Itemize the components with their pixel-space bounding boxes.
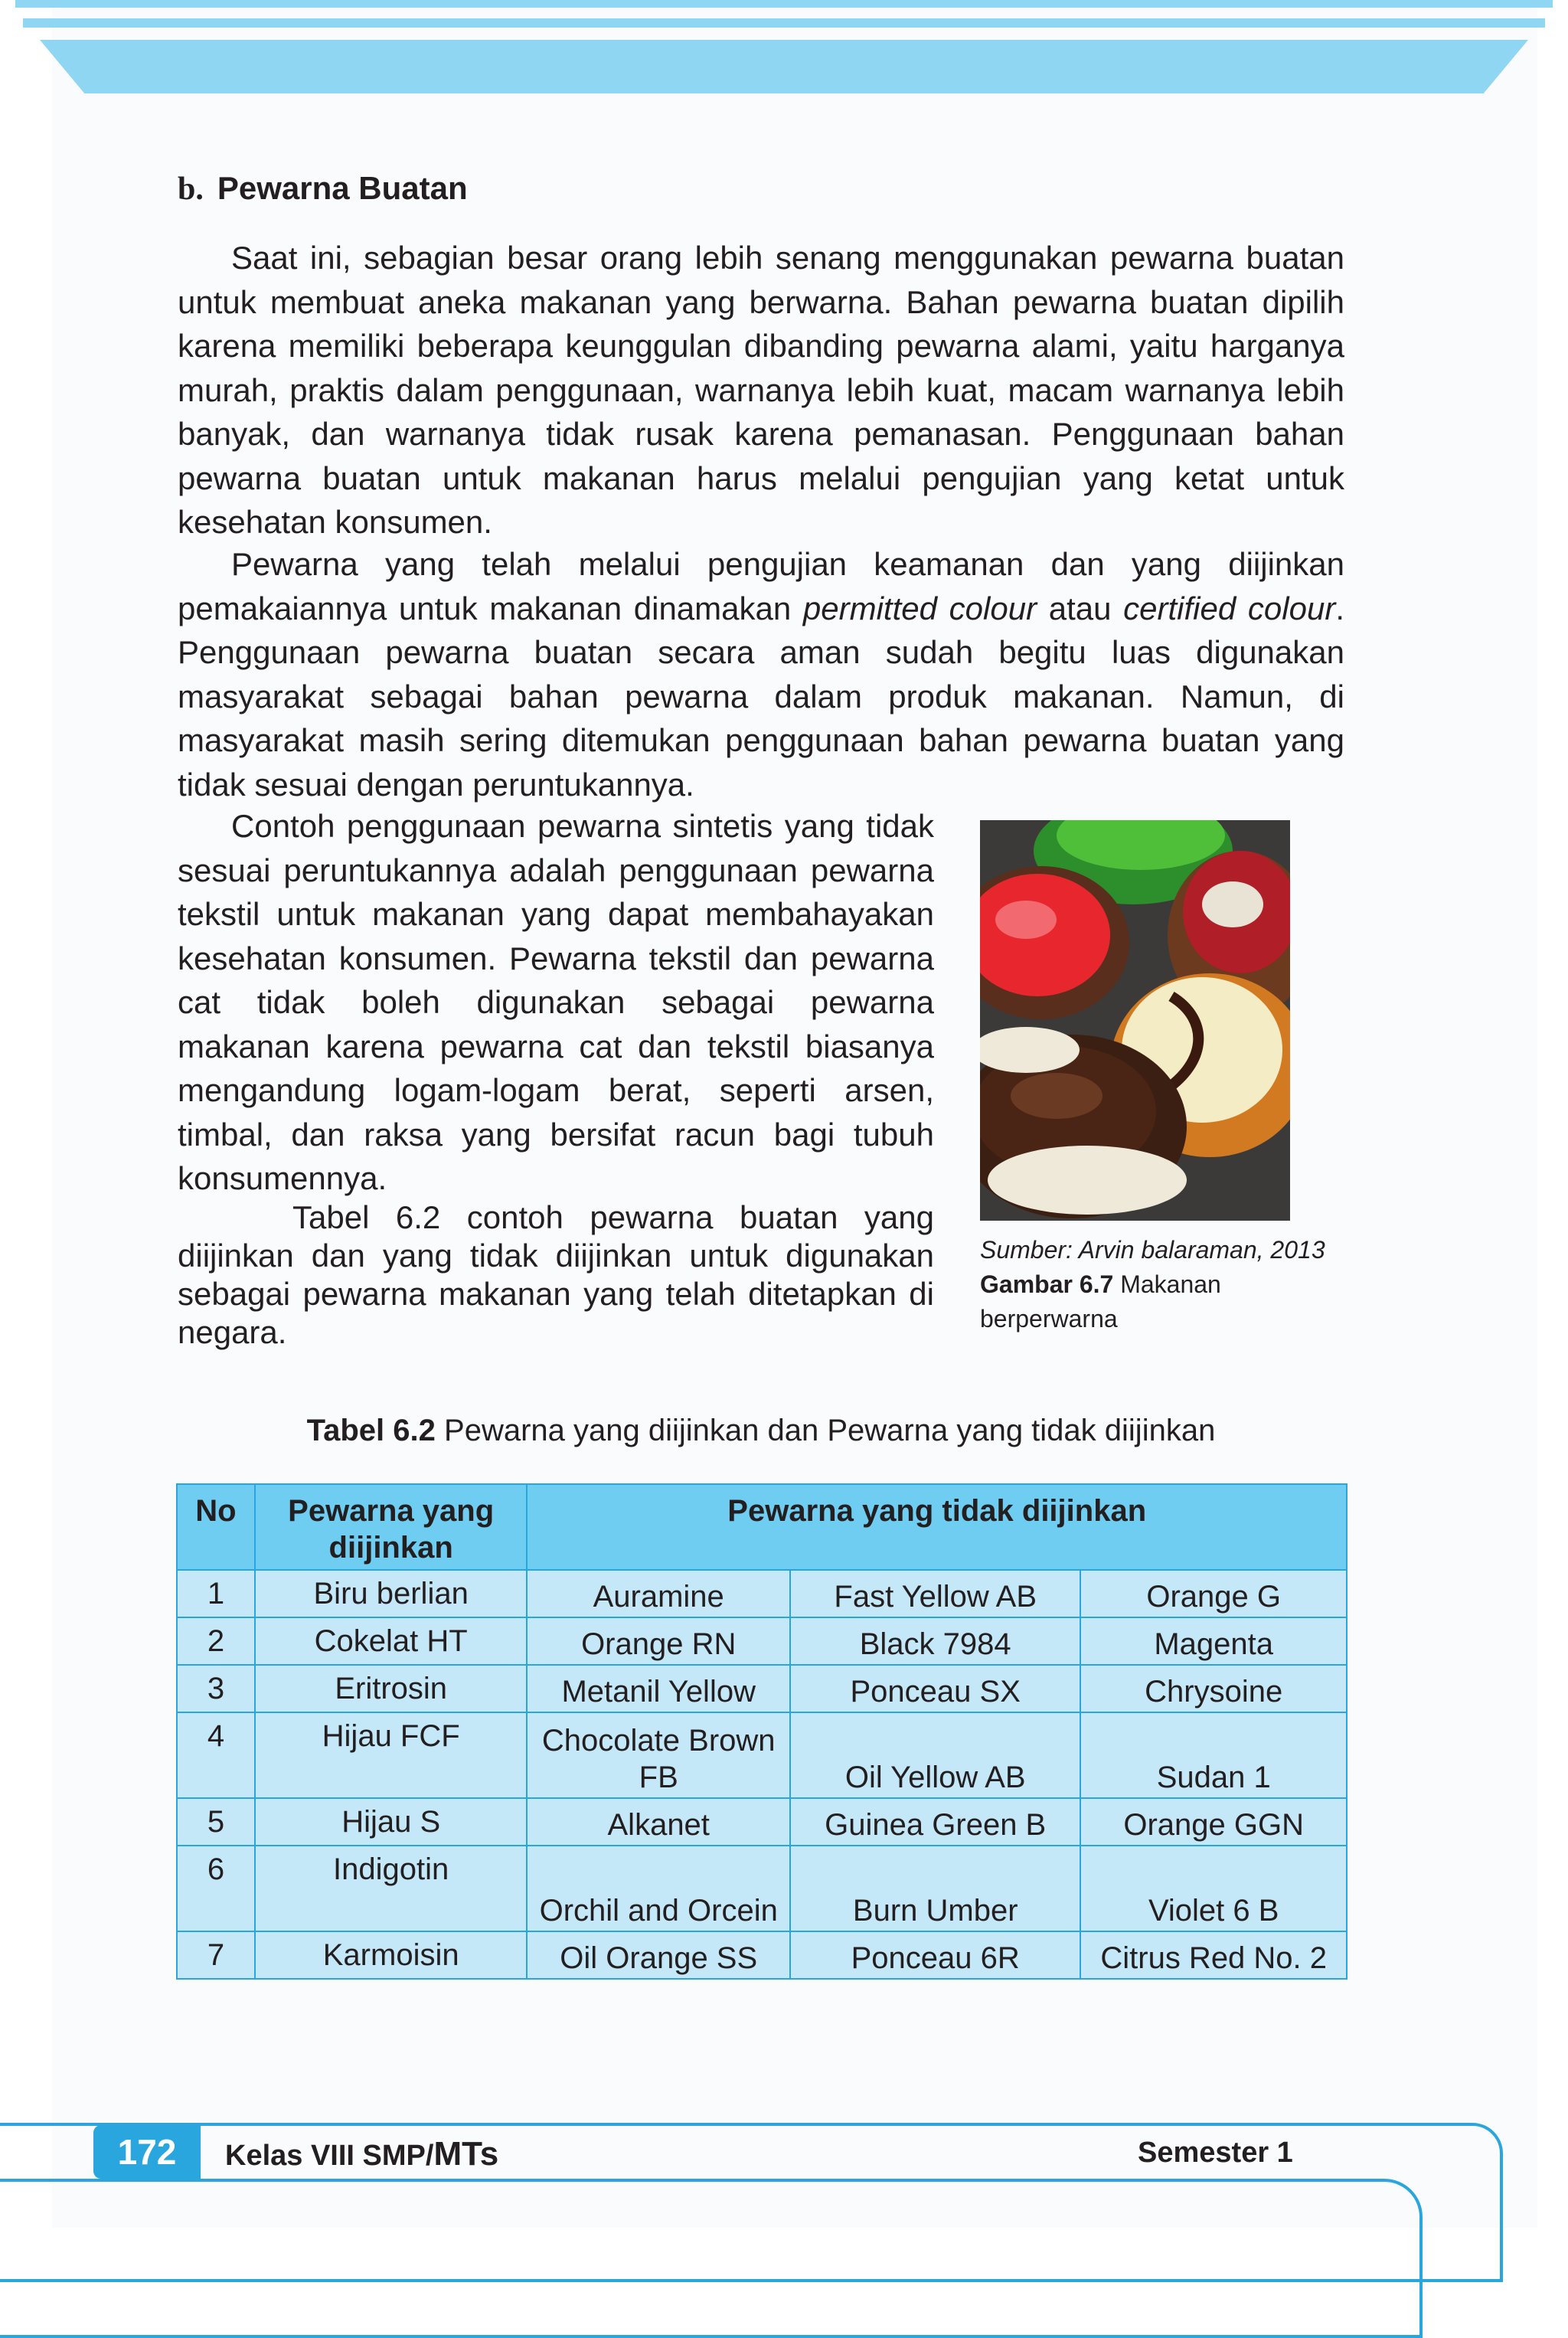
paragraph <box>178 236 1344 544</box>
cell-not-allowed: Black 7984 <box>790 1617 1080 1665</box>
colored-cakes-image <box>980 820 1290 1221</box>
cell-allowed: Biru berlian <box>255 1570 528 1617</box>
cell-not-allowed: Orange G <box>1080 1570 1347 1617</box>
table-row <box>177 1846 1347 1931</box>
table-row <box>177 1798 1347 1846</box>
cell-not-allowed: Ponceau 6R <box>790 1931 1080 1979</box>
cell-no: 5 <box>177 1798 255 1846</box>
dye-table <box>176 1483 1348 1980</box>
cell-not-allowed: Alkanet <box>527 1798 790 1846</box>
table-row <box>177 1617 1347 1665</box>
paragraph-text: Tabel 6.2 contoh pewarna buatan yang diijinkan dan yang tidak diijinkan untuk digunakan sebagai pewarna makanan yang telah ditetapkan di negara. <box>178 1199 934 1350</box>
cell-not-allowed: Orange GGN <box>1080 1798 1347 1846</box>
table-row <box>177 1931 1347 1979</box>
table-row <box>177 1570 1347 1617</box>
cell-not-allowed: Chrysoine <box>1080 1665 1347 1712</box>
cell-no: 4 <box>177 1712 255 1798</box>
header-allowed: Pewarna yang diijinkan <box>255 1484 528 1570</box>
header-no: No <box>177 1484 255 1570</box>
cell-not-allowed: Sudan 1 <box>1080 1712 1347 1798</box>
cell-not-allowed: Metanil Yellow <box>527 1665 790 1712</box>
cell-not-allowed: Orchil and Orcein <box>527 1846 790 1931</box>
cell-no: 1 <box>177 1570 255 1617</box>
paragraph-text: atau <box>1037 590 1124 626</box>
cell-not-allowed: Violet 6 B <box>1080 1846 1347 1931</box>
cell-not-allowed: Orange RN <box>527 1617 790 1665</box>
term-italic: certified colour <box>1123 590 1336 626</box>
cell-not-allowed: Auramine <box>527 1570 790 1617</box>
footer-class-label <box>225 2135 498 2173</box>
cell-no: 6 <box>177 1846 255 1931</box>
table-header-row <box>177 1484 1347 1570</box>
cell-not-allowed: Magenta <box>1080 1617 1347 1665</box>
table-title <box>178 1414 1344 1448</box>
table-row <box>177 1665 1347 1712</box>
cell-not-allowed: Ponceau SX <box>790 1665 1080 1712</box>
page-number: 172 <box>93 2125 201 2179</box>
header-band <box>40 40 1528 93</box>
figure-caption <box>980 1233 1363 1336</box>
section-heading <box>178 170 468 208</box>
cell-allowed: Karmoisin <box>255 1931 528 1979</box>
term-italic: permitted colour <box>802 590 1037 626</box>
cell-allowed: Indigotin <box>255 1846 528 1931</box>
table-row <box>177 1712 1347 1798</box>
cell-not-allowed: Fast Yellow AB <box>790 1570 1080 1617</box>
cell-no: 2 <box>177 1617 255 1665</box>
paragraph-text: Saat ini, sebagian besar orang lebih senang menggunakan pewarna buatan untuk membuat aneka makanan yang berwarna. Bahan pewarna buatan dipilih karena memiliki beberapa keunggulan dibanding pewarna alami, yaitu harganya murah, praktis dalam penggunaan, warnanya lebih kuat, macam warnanya lebih banyak, dan warnanya tidak rusak karena pemanasan. Penggunaan bahan pewarna buatan untuk makanan harus melalui pengujian yang ketat untuk kesehatan konsumen. <box>178 240 1344 540</box>
figure-label: Gambar 6.7 <box>980 1270 1114 1298</box>
class-prefix: Kelas VIII SMP/ <box>225 2140 434 2172</box>
cell-not-allowed: Burn Umber <box>790 1846 1080 1931</box>
cell-allowed: Hijau S <box>255 1798 528 1846</box>
cell-not-allowed: Oil Orange SS <box>527 1931 790 1979</box>
paragraph-text: . Penggunaan pewarna buatan secara aman sudah begitu luas digunakan masyarakat sebagai bahan pewarna dalam produk makanan. Namun, di masyarakat masih sering ditemukan penggunaan bahan pewarna buatan yang tidak sesuai dengan peruntukannya. <box>178 590 1344 803</box>
paragraph <box>178 542 1344 806</box>
footer-frame <box>0 2179 1423 2338</box>
header-stripe <box>15 0 1553 8</box>
cell-allowed: Cokelat HT <box>255 1617 528 1665</box>
table-label: Tabel 6.2 <box>306 1414 436 1447</box>
figure-caption-text: Makanan berperwarna <box>980 1270 1221 1332</box>
cell-not-allowed: Guinea Green B <box>790 1798 1080 1846</box>
paragraph <box>178 1198 934 1352</box>
cell-not-allowed: Citrus Red No. 2 <box>1080 1931 1347 1979</box>
class-suffix: MTs <box>433 2135 499 2173</box>
section-title: Pewarna Buatan <box>217 170 468 206</box>
paragraph-text: Contoh penggunaan pewarna sintetis yang tidak sesuai peruntukannya adalah penggunaan pewarna tekstil untuk makanan yang dapat membahayakan kesehatan konsumen. Pewarna tekstil dan pewarna cat tidak boleh digunakan sebagai pewarna makanan karena pewarna cat dan tekstil biasanya mengandung logam-logam berat, seperti arsen, timbal, dan raksa yang bersifat racun bagi tubuh konsumennya. <box>178 808 934 1196</box>
cell-no: 7 <box>177 1931 255 1979</box>
paragraph <box>178 804 934 1201</box>
table-title-text: Pewarna yang diijinkan dan Pewarna yang tidak diijinkan <box>444 1414 1216 1447</box>
cell-not-allowed: Chocolate Brown FB <box>527 1712 790 1798</box>
header-not-allowed: Pewarna yang tidak diijinkan <box>527 1484 1347 1570</box>
paragraph-text: Pewarna yang telah melalui pengujian keamanan dan yang diijinkan pemakaiannya untuk makanan dinamakan <box>178 546 1344 626</box>
cell-not-allowed: Oil Yellow AB <box>790 1712 1080 1798</box>
section-letter: b. <box>178 172 204 207</box>
cell-allowed: Eritrosin <box>255 1665 528 1712</box>
food-photo <box>980 820 1290 1221</box>
header-stripe <box>23 18 1545 28</box>
footer-semester: Semester 1 <box>1138 2137 1293 2169</box>
cell-no: 3 <box>177 1665 255 1712</box>
figure-source: Sumber: Arvin balaraman, 2013 <box>980 1236 1325 1264</box>
cell-allowed: Hijau FCF <box>255 1712 528 1798</box>
